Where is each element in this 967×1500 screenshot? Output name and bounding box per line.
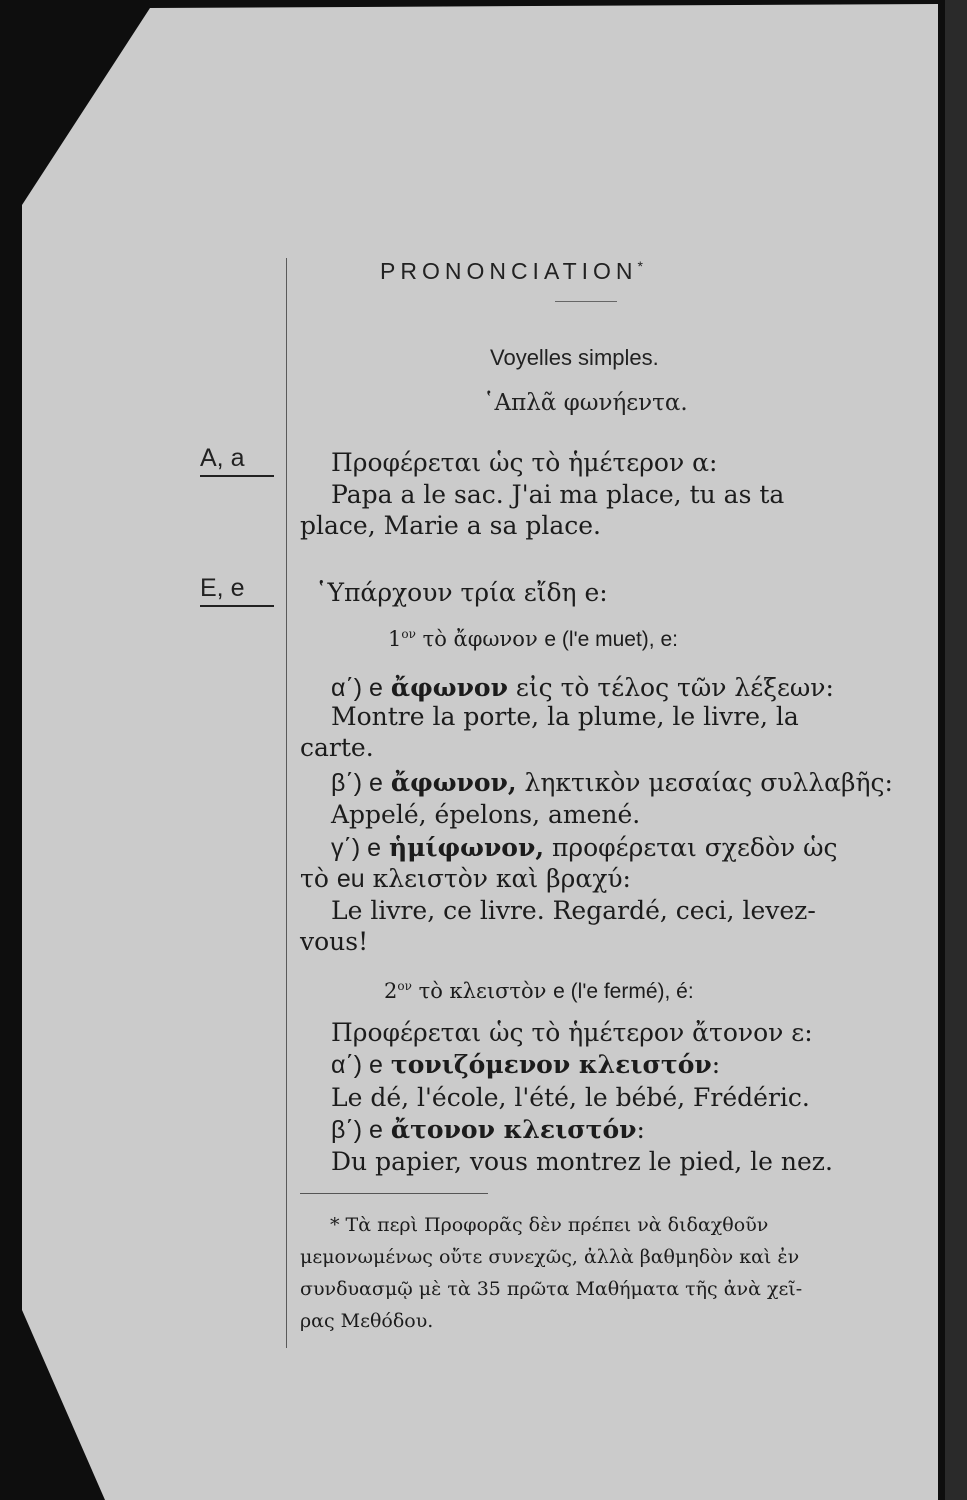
alpha-closed-example: Le dé, l'école, l'été, le bébé, Frédéric.: [331, 1083, 810, 1112]
e-intro: ῾Υπάρχουν τρία εἴδη e:: [315, 578, 608, 607]
footnote-line-3: συνδυασμῷ μὲ τὰ 35 πρῶτα Μαθήματα τῆς ἀνὰ χεῖ-: [300, 1278, 803, 1300]
footnote-marker: *: [637, 258, 648, 274]
alpha-mute-example-1: Montre la porte, la plume, le livre, la: [331, 702, 799, 731]
subheading-closed-e: $2^{o\nu}$ τὸ κλειστὸν e (l'e fermé), é:: [384, 979, 694, 1003]
gamma-mute: γ΄) e ἡμίφωνον, προφέρεται σχεδὸν ὡς: [331, 833, 838, 862]
gamma-mute-line-2: τὸ eu κλειστὸν καὶ βραχύ:: [300, 864, 631, 893]
subheading-mute-e: $1^{o\nu}$ τὸ ἄφωνον e (l'e muet), e:: [388, 627, 678, 651]
beta-closed-example: Du papier, vous montrez le pied, le nez.: [331, 1147, 833, 1176]
a-rule: Προφέρεται ὡς τὸ ἡμέτερον α:: [331, 448, 718, 477]
label-a: A, a: [200, 444, 274, 477]
gamma-mute-example-1: Le livre, ce livre. Regardé, ceci, levez-: [331, 896, 816, 925]
page-title: PRONONCIATION*: [380, 258, 648, 284]
beta-closed: β΄) e ἄτονον κλειστόν:: [331, 1115, 645, 1144]
closed-e-intro: Προφέρεται ὡς τὸ ἡμέτερον ἄτονον ε:: [331, 1018, 813, 1047]
a-example-2: place, Marie a sa place.: [300, 511, 601, 540]
alpha-closed: α΄) e τονιζόμενον κλειστόν:: [331, 1050, 721, 1079]
margin-rule: [286, 258, 287, 1348]
a-example-1: Papa a le sac. J'ai ma place, tu as ta: [331, 480, 785, 509]
subheading-greek: ῾Απλᾶ φωνήεντα.: [483, 390, 688, 416]
footnote-divider: [300, 1193, 488, 1194]
footnote-line-1: * Τὰ περὶ Προφορᾶς δὲν πρέπει νὰ διδαχθοῦν: [330, 1214, 769, 1236]
beta-mute-example: Appelé, épelons, amené.: [331, 800, 641, 829]
gamma-mute-example-2: vous!: [300, 927, 369, 956]
footnote-line-2: μεμονωμένως οὔτε συνεχῶς, ἀλλὰ βαθμηδὸν καὶ ἐν: [300, 1246, 800, 1268]
facing-page-edge: [945, 0, 967, 1500]
alpha-mute: α΄) e ἄφωνον εἰς τὸ τέλος τῶν λέξεων:: [331, 673, 834, 702]
beta-mute: β΄) e ἄφωνον, ληκτικὸν μεσαίας συλλαβῆς:: [331, 768, 893, 797]
subheading-french: Voyelles simples.: [490, 345, 659, 370]
title-divider: [555, 301, 617, 302]
footnote-line-4: ρας Μεθόδου.: [300, 1310, 434, 1332]
label-e: E, e: [200, 574, 274, 607]
alpha-mute-example-2: carte.: [300, 733, 374, 762]
